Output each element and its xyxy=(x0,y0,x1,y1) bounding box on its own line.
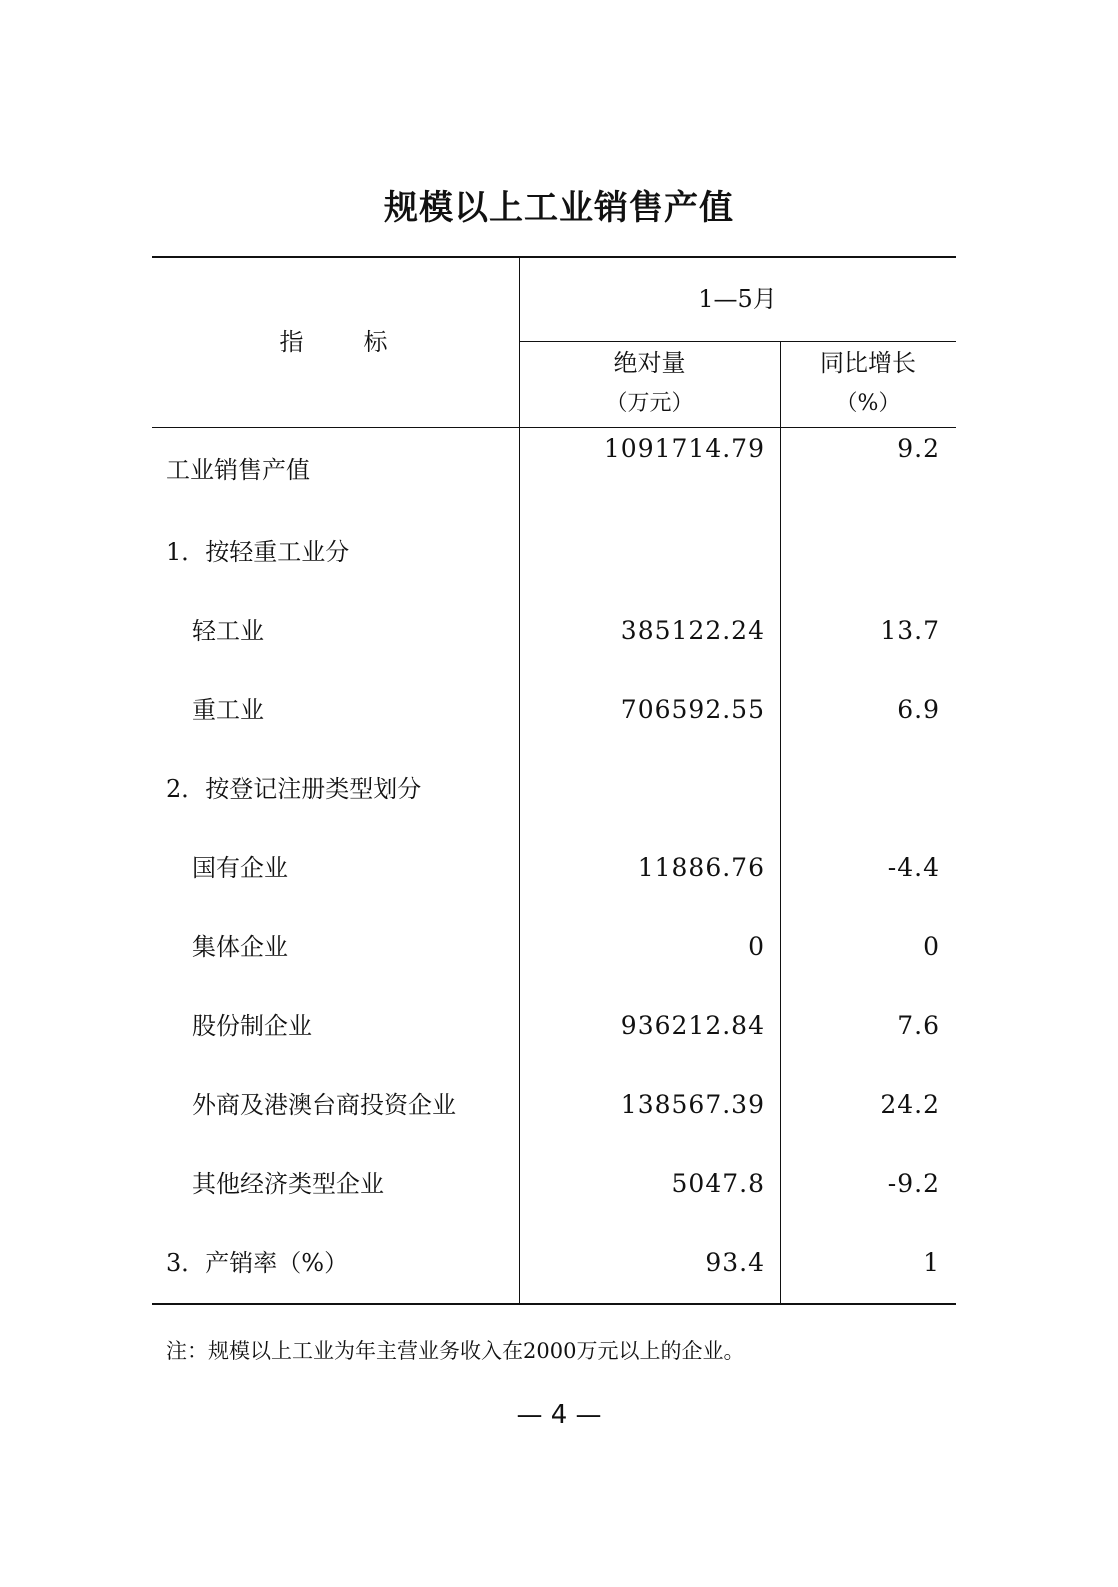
row-growth: 7.6 xyxy=(897,1011,940,1040)
row-label: 集体企业 xyxy=(192,933,288,961)
row-growth: -4.4 xyxy=(887,853,940,882)
row-value: 5047.8 xyxy=(671,1169,765,1198)
row-label: 重工业 xyxy=(192,696,264,724)
row-growth: 0 xyxy=(923,932,940,961)
row-label: 2．按登记注册类型划分 xyxy=(166,775,422,803)
table-top-rule xyxy=(152,256,956,258)
row-growth: 1 xyxy=(923,1248,940,1277)
growth-unit: （%） xyxy=(835,391,901,416)
row-growth: -9.2 xyxy=(887,1169,940,1198)
row-label: 3．产销率（%） xyxy=(166,1249,349,1277)
table-bottom-rule xyxy=(152,1303,956,1305)
row-value: 138567.39 xyxy=(620,1090,765,1119)
row-value: 93.4 xyxy=(705,1248,765,1277)
header-split-rule xyxy=(519,341,956,342)
growth-header: 同比增长 xyxy=(820,349,916,377)
footnote: 注：规模以上工业为年主营业务收入在2000万元以上的企业。 xyxy=(166,1339,745,1363)
row-label: 轻工业 xyxy=(192,617,264,645)
row-value: 385122.24 xyxy=(620,616,765,645)
page-number: — 4 — xyxy=(516,1400,602,1430)
row-value: 706592.55 xyxy=(620,695,765,724)
row-growth: 9.2 xyxy=(897,434,940,463)
row-label: 工业销售产值 xyxy=(166,456,310,484)
row-label: 股份制企业 xyxy=(192,1012,312,1040)
indicator-header: 指 标 xyxy=(279,328,392,356)
row-value: 936212.84 xyxy=(620,1011,765,1040)
row-growth: 13.7 xyxy=(880,616,940,645)
row-label: 其他经济类型企业 xyxy=(192,1170,384,1198)
data-table xyxy=(152,256,956,1304)
row-label: 外商及港澳台商投资企业 xyxy=(192,1091,456,1119)
row-value: 11886.76 xyxy=(637,853,765,882)
period-header: 1—5月 xyxy=(698,285,777,313)
row-growth: 24.2 xyxy=(880,1090,940,1119)
page-title: 规模以上工业销售产值 xyxy=(384,188,734,228)
absolute-value-unit: （万元） xyxy=(605,391,694,416)
header-bottom-rule xyxy=(152,427,956,428)
absolute-value-header: 绝对量 xyxy=(613,349,686,377)
row-label: 国有企业 xyxy=(192,854,288,882)
row-label: 1．按轻重工业分 xyxy=(166,538,350,566)
row-value: 0 xyxy=(748,932,765,961)
row-growth: 6.9 xyxy=(897,695,940,724)
row-value: 1091714.79 xyxy=(603,434,765,463)
column-divider-2 xyxy=(780,341,781,1304)
